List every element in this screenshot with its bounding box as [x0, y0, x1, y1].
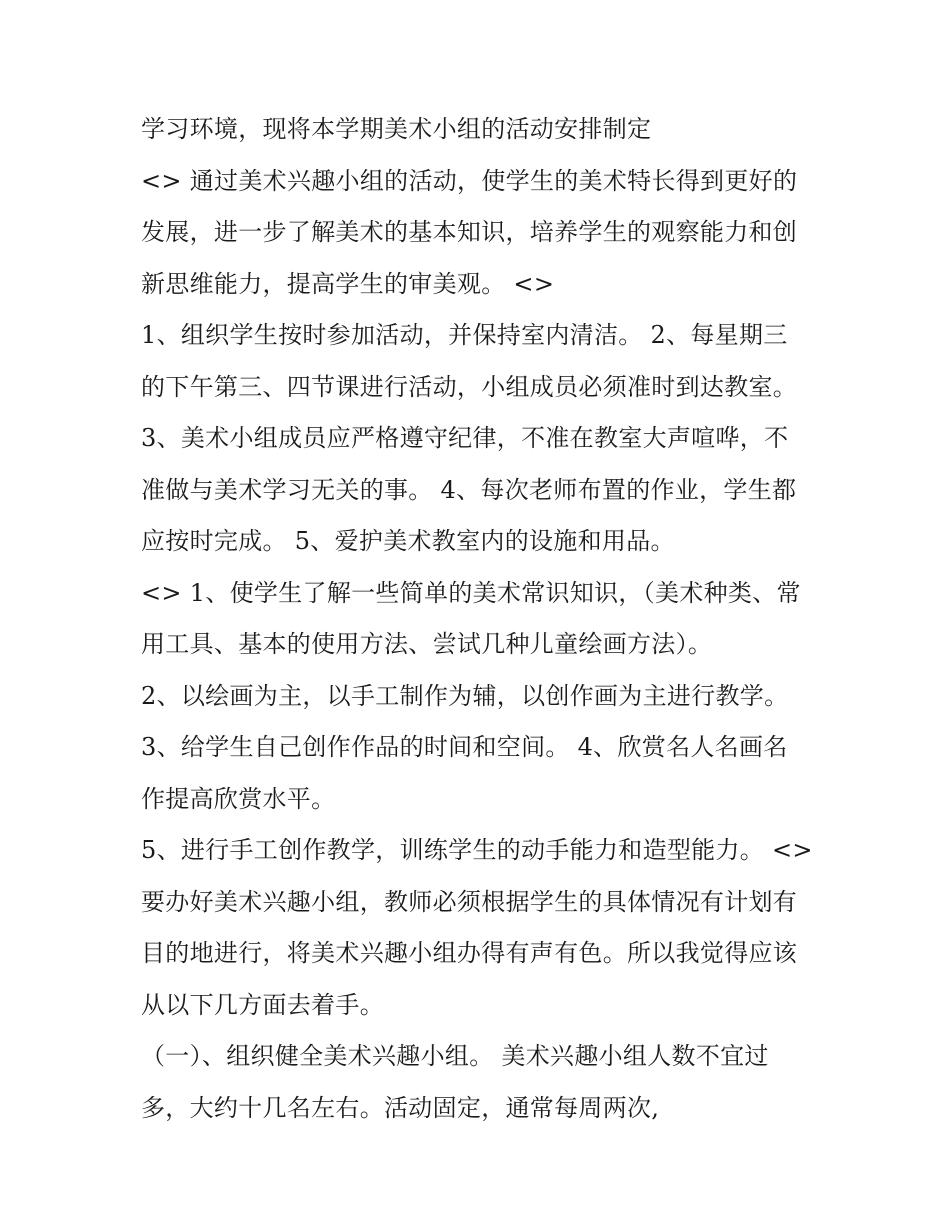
- text-line: <> 通过美术兴趣小组的活动，使学生的美术特长得到更好的: [141, 166, 798, 195]
- text-line: 要办好美术兴趣小组，教师必须根据学生的具体情况有计划有: [141, 887, 798, 916]
- document-body: [141, 109, 831, 1139]
- text-line: 目的地进行，将美术兴趣小组办得有声有色。所以我觉得应该: [141, 939, 798, 967]
- text-line: 应按时完成。 5、爱护美术教室内的设施和用品。: [141, 527, 675, 555]
- text-line: <> 1、使学生了解一些简单的美术常识知识，（美术种类、常: [141, 578, 801, 607]
- text-line: 的下午第三、四节课进行活动，小组成员必须准时到达教室。: [141, 372, 798, 401]
- text-line: 3、给学生自己创作作品的时间和空间。 4、欣赏名人名画名: [141, 733, 788, 761]
- text-line: 用工具、基本的使用方法、尝试几种儿童绘画方法）。: [141, 630, 713, 658]
- text-line: 发展，进一步了解美术的基本知识，培养学生的观察能力和创: [141, 218, 798, 246]
- text-line: 5、进行手工创作教学，训练学生的动手能力和造型能力。 <>: [141, 836, 813, 864]
- text-line: 1、组织学生按时参加活动，并保持室内清洁。 2、每星期三: [141, 321, 788, 349]
- text-line: （一）、组织健全美术兴趣小组。 美术兴趣小组人数不宜过: [141, 1042, 769, 1070]
- text-line: 3、美术小组成员应严格遵守纪律，不准在教室大声喧哗，不: [141, 424, 789, 452]
- text-line: 多，大约十几名左右。活动固定，通常每周两次,: [141, 1093, 660, 1122]
- text-line: 作提高欣赏水平。: [141, 784, 336, 813]
- text-line: 准做与美术学习无关的事。 4、每次老师布置的作业，学生都: [141, 475, 797, 504]
- text-line: 2、以绘画为主，以手工制作为辅，以创作画为主进行教学。: [141, 681, 789, 710]
- text-line: 学习环境，现将本学期美术小组的活动安排制定: [141, 115, 652, 143]
- text-line: 从以下几方面去着手。: [141, 990, 384, 1019]
- text-line: 新思维能力，提高学生的审美观。 <>: [141, 269, 555, 298]
